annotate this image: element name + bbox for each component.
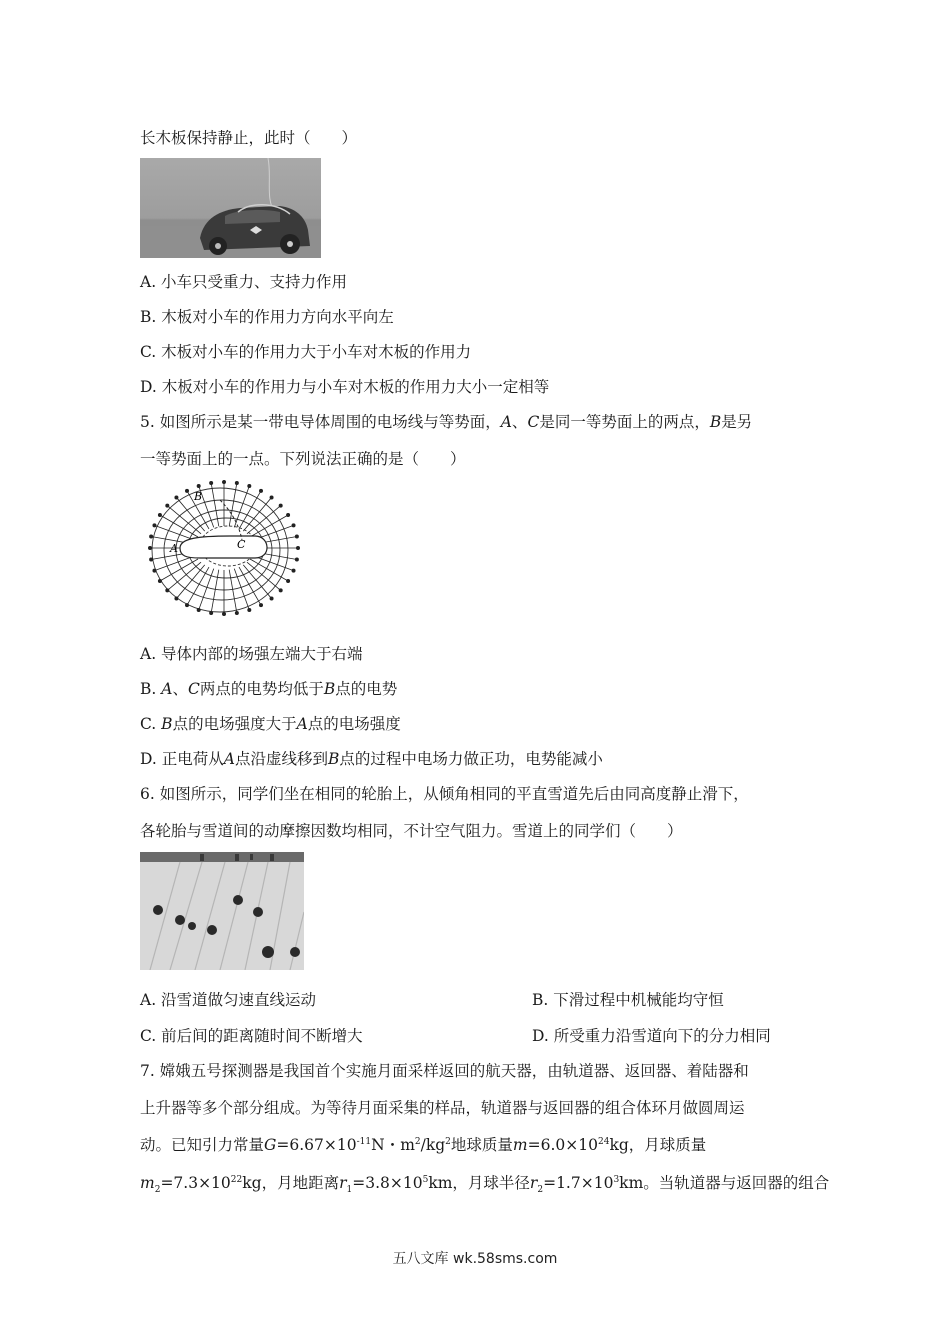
field-line <box>247 562 281 590</box>
field-line <box>250 515 288 537</box>
toy-car-photo <box>140 158 321 258</box>
field-arrow-tip <box>150 558 153 561</box>
q4-option-b: B. 木板对小车的作用力方向水平向左 <box>140 308 394 326</box>
field-line <box>250 559 288 581</box>
q5-option-a: A. 导体内部的场强左端大于右端 <box>140 645 363 663</box>
q4-option-c: C. 木板对小车的作用力大于小车对木板的作用力 <box>140 343 472 361</box>
field-line <box>160 515 198 537</box>
field-arrow-tip <box>166 504 169 507</box>
q7-stem-line1: 7. 嫦娥五号探测器是我国首个实施月面采样返回的航天器，由轨道器、返回器、着陆器和 <box>140 1062 749 1080</box>
field-line <box>229 570 237 613</box>
field-arrow-tip <box>259 489 262 492</box>
field-arrow-tip <box>270 597 273 600</box>
field-arrow-tip <box>210 481 213 484</box>
q5-option-b: B. A、C两点的电势均低于B点的电势 <box>140 680 398 698</box>
field-arrow-tip <box>175 597 178 600</box>
field-arrow-tip <box>295 558 298 561</box>
label-a: A <box>170 542 178 555</box>
field-line <box>234 569 249 610</box>
field-arrow-tip <box>185 489 188 492</box>
field-arrow-tip <box>158 579 161 582</box>
q6-option-d: D. 所受重力沿雪道向下的分力相同 <box>532 1027 771 1045</box>
label-b: B <box>194 490 203 503</box>
q4-option-a: A. 小车只受重力、支持力作用 <box>140 273 348 291</box>
field-arrow-tip <box>153 524 156 527</box>
field-arrow-tip <box>279 589 282 592</box>
q6-option-a: A. 沿雪道做匀速直线运动 <box>140 991 317 1009</box>
field-line <box>229 483 237 526</box>
q6-option-b: B. 下滑过程中机械能均守恒 <box>532 991 724 1009</box>
q6-stem-line2: 各轮胎与雪道间的动摩擦因数均相同，不计空气阻力。雪道上的同学们（ ） <box>140 822 683 840</box>
field-arrow-tip <box>279 504 282 507</box>
field-arrow-tip <box>248 608 251 611</box>
field-arrow-tip <box>248 484 251 487</box>
field-arrow-tip <box>286 579 289 582</box>
field-arrow-tip <box>270 496 273 499</box>
electric-field-diagram <box>140 480 305 635</box>
field-arrow-tip <box>148 546 151 549</box>
q7-stem-line4: $m_2=7.3\times 10^{22}kg$，月地距离$r_1=3.8\times 10^5km$，月球半径$r_2=1.7\times 10^3km$。当轨道器与返回器的组合 <box>140 1174 830 1196</box>
q5-option-c: C. B点的电场强度大于A点的电场强度 <box>140 715 401 733</box>
q7-stem-line2: 上升器等多个部分组成。为等待月面采集的样品，轨道器与返回器的组合体环月做圆周运 <box>140 1099 745 1117</box>
field-arrow-tip <box>235 481 238 484</box>
q6-option-c: C. 前后间的距离随时间不断增大 <box>140 1027 363 1045</box>
field-arrow-tip <box>295 535 298 538</box>
field-arrow-tip <box>166 589 169 592</box>
q5-stem-line1: 5. 如图所示是某一带电导体周围的电场线与等势面，A、C是同一等势面上的两点，B是另 <box>140 413 753 431</box>
q5-stem-line2: 一等势面上的一点。下列说法正确的是（ ） <box>140 450 466 468</box>
q4-stem-tail: 长木板保持静止，此时（ ） <box>140 129 358 147</box>
field-arrow-tip <box>222 480 225 483</box>
field-arrow-tip <box>259 604 262 607</box>
snow-slope-photo <box>140 852 304 970</box>
field-arrow-tip <box>286 513 289 516</box>
field-line <box>234 486 249 527</box>
field-arrow-tip <box>175 496 178 499</box>
q7-stem-line3: 动。已知引力常量$G=6.67\times 10^{-11}N$・$m^2/kg^2$地球质量$m=6.0\times 10^{24}kg$，月球质量 <box>140 1136 707 1154</box>
field-arrow-tip <box>153 569 156 572</box>
label-c: C <box>237 538 246 551</box>
field-arrow-tip <box>292 524 295 527</box>
field-line <box>167 506 201 534</box>
field-arrow-tip <box>197 608 200 611</box>
field-arrow-tip <box>235 611 238 614</box>
field-arrow-tip <box>158 513 161 516</box>
field-arrow-tip <box>296 546 299 549</box>
field-arrow-tip <box>222 612 225 615</box>
q4-option-d: D. 木板对小车的作用力与小车对木板的作用力大小一定相等 <box>140 378 550 396</box>
field-arrow-tip <box>210 611 213 614</box>
q5-option-d: D. 正电荷从A点沿虚线移到B点的过程中电场力做正功，电势能减小 <box>140 750 603 768</box>
field-arrow-tip <box>150 535 153 538</box>
field-line <box>199 569 214 610</box>
q6-stem-line1: 6. 如图所示，同学们坐在相同的轮胎上，从倾角相同的平直雪道先后由同高度静止滑下， <box>140 785 749 803</box>
field-arrow-tip <box>197 484 200 487</box>
field-arrow-tip <box>292 569 295 572</box>
field-arrow-tip <box>185 604 188 607</box>
page-footer: 五八文库 wk.58sms.com <box>392 1251 558 1267</box>
